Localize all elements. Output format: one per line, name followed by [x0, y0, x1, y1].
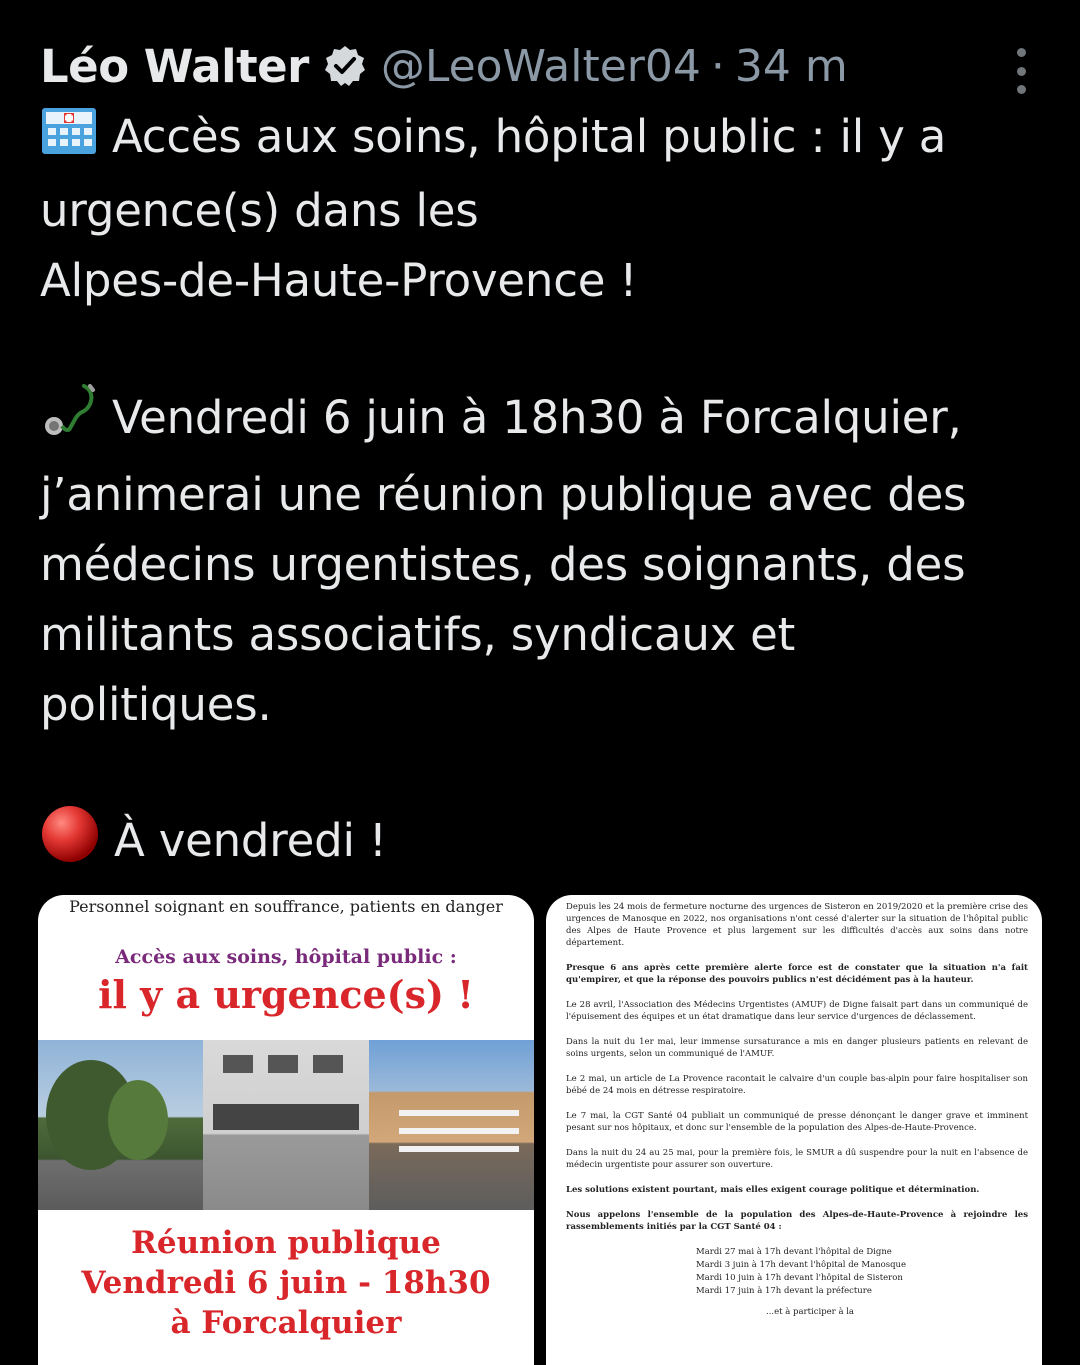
text-line: urgence(s) dans les: [40, 184, 479, 237]
verified-badge-icon: [323, 44, 367, 88]
separator-dot: ·: [710, 40, 725, 92]
photo-hospital-front: [203, 1040, 369, 1210]
red-circle-emoji: [40, 804, 100, 884]
hospital-emoji: [40, 104, 98, 176]
author-name[interactable]: Léo Walter: [40, 39, 309, 93]
letter-paragraph: Le 7 mai, la CGT Santé 04 publiait un communiqué de presse dénonçant le danger grave et imminent pesant sur nos hôpitaux, et donc sur l'ensemble de la population des Alpes-de-Haute-Provence.: [566, 1111, 1028, 1133]
poster-top-line: Personnel soignant en souffrance, patients en danger: [69, 897, 503, 916]
tweet-header: [40, 36, 1040, 96]
tweet-paragraph-3: [40, 804, 1050, 884]
photo-trees: [38, 1040, 203, 1210]
text-line: Accès aux soins, hôpital public : il y a: [112, 110, 947, 163]
author-handle[interactable]: @LeoWalter04: [380, 40, 701, 92]
list-item: Mardi 27 mai à 17h devant l'hôpital de Digne: [696, 1247, 892, 1257]
text-line: j’animerai une réunion publique avec des: [40, 468, 967, 521]
list-item: Mardi 17 juin à 17h devant la préfecture: [696, 1286, 872, 1296]
tweet-paragraph-1: [40, 102, 1050, 316]
text-line: militants associatifs, syndicaux et: [40, 608, 796, 661]
text-line: politiques.: [40, 678, 272, 731]
photo-hospital-building: [369, 1040, 534, 1210]
text-line: Alpes-de-Haute-Provence !: [40, 254, 638, 307]
poster-reunion-line: Réunion publique: [131, 1225, 441, 1261]
letter-paragraph: Dans la nuit du 24 au 25 mai, pour la première fois, le SMUR a dû suspendre pour la nuit en l'absence de médecin urgentiste pour assurer son ouverture.: [566, 1148, 1028, 1170]
letter-paragraph: Dans la nuit du 1er mai, leur immense sursaturance a mis en danger plusieurs patients en relevant de soins urgents, selon un communiqué de l'AMUF.: [566, 1037, 1028, 1059]
letter-closing: ...et à participer à la: [766, 1307, 855, 1317]
text-line: médecins urgentistes, des soignants, des: [40, 538, 966, 591]
letter-paragraph: Depuis les 24 mois de fermeture nocturne des urgences de Sisteron en 2019/2020 et la première crise des urgences de Manosque en 2022, nos organisations n'ont cessé d'alerter sur la situation de l'hôpital public des Alpes de Haute Provence et plus largement sur les difficultés d'accès aux soins dans notre département.: [566, 902, 1028, 948]
letter-paragraph: Presque 6 ans après cette première alerte force est de constater que la situation n'a fait qu'empirer, et que la réponse des pouvoirs publics n'est décidément pas à la hauteur.: [566, 963, 1028, 985]
poster-reunion-line: à Forcalquier: [170, 1305, 402, 1341]
attached-image-poster[interactable]: [38, 895, 534, 1365]
poster-reunion-block: [38, 1223, 534, 1343]
text-line: À vendredi !: [114, 814, 387, 867]
letter-paragraph: Nous appelons l'ensemble de la population des Alpes-de-Haute-Provence à rejoindre les rassemblements initiés par la CGT Santé 04 :: [566, 1210, 1028, 1232]
hospital-photos: [38, 1040, 534, 1210]
attached-image-letter[interactable]: [546, 895, 1042, 1365]
letter-text: [566, 901, 1028, 1318]
post-timestamp[interactable]: 34 m: [734, 40, 848, 92]
poster-headline: il y a urgence(s) !: [98, 972, 474, 1017]
letter-paragraph: Les solutions existent pourtant, mais elles exigent courage politique et détermination.: [566, 1185, 980, 1195]
tweet-paragraph-2: [40, 382, 1050, 740]
letter-list: [696, 1246, 1028, 1298]
text-line: Vendredi 6 juin à 18h30 à Forcalquier,: [112, 391, 962, 444]
list-item: Mardi 3 juin à 17h devant l'hôpital de Manosque: [696, 1260, 907, 1270]
poster-subtitle: Accès aux soins, hôpital public :: [115, 946, 457, 968]
stethoscope-emoji: [40, 382, 98, 460]
list-item: Mardi 10 juin à 17h devant l'hôpital de Sisteron: [696, 1273, 903, 1283]
letter-paragraph: Le 28 avril, l'Association des Médecins Urgentistes (AMUF) de Digne faisait part dans un communiqué de l'épuisement des équipes et un état dramatique dans leur service d'urgences de déclassement.: [566, 1000, 1028, 1022]
more-options-icon[interactable]: [1014, 48, 1028, 94]
letter-paragraph: Le 2 mai, un article de La Provence racontait le calvaire d'un couple bas-alpin pour faire hospitaliser son bébé de 24 mois en détresse respiratoire.: [566, 1074, 1028, 1096]
poster-reunion-line: Vendredi 6 juin - 18h30: [81, 1265, 491, 1301]
